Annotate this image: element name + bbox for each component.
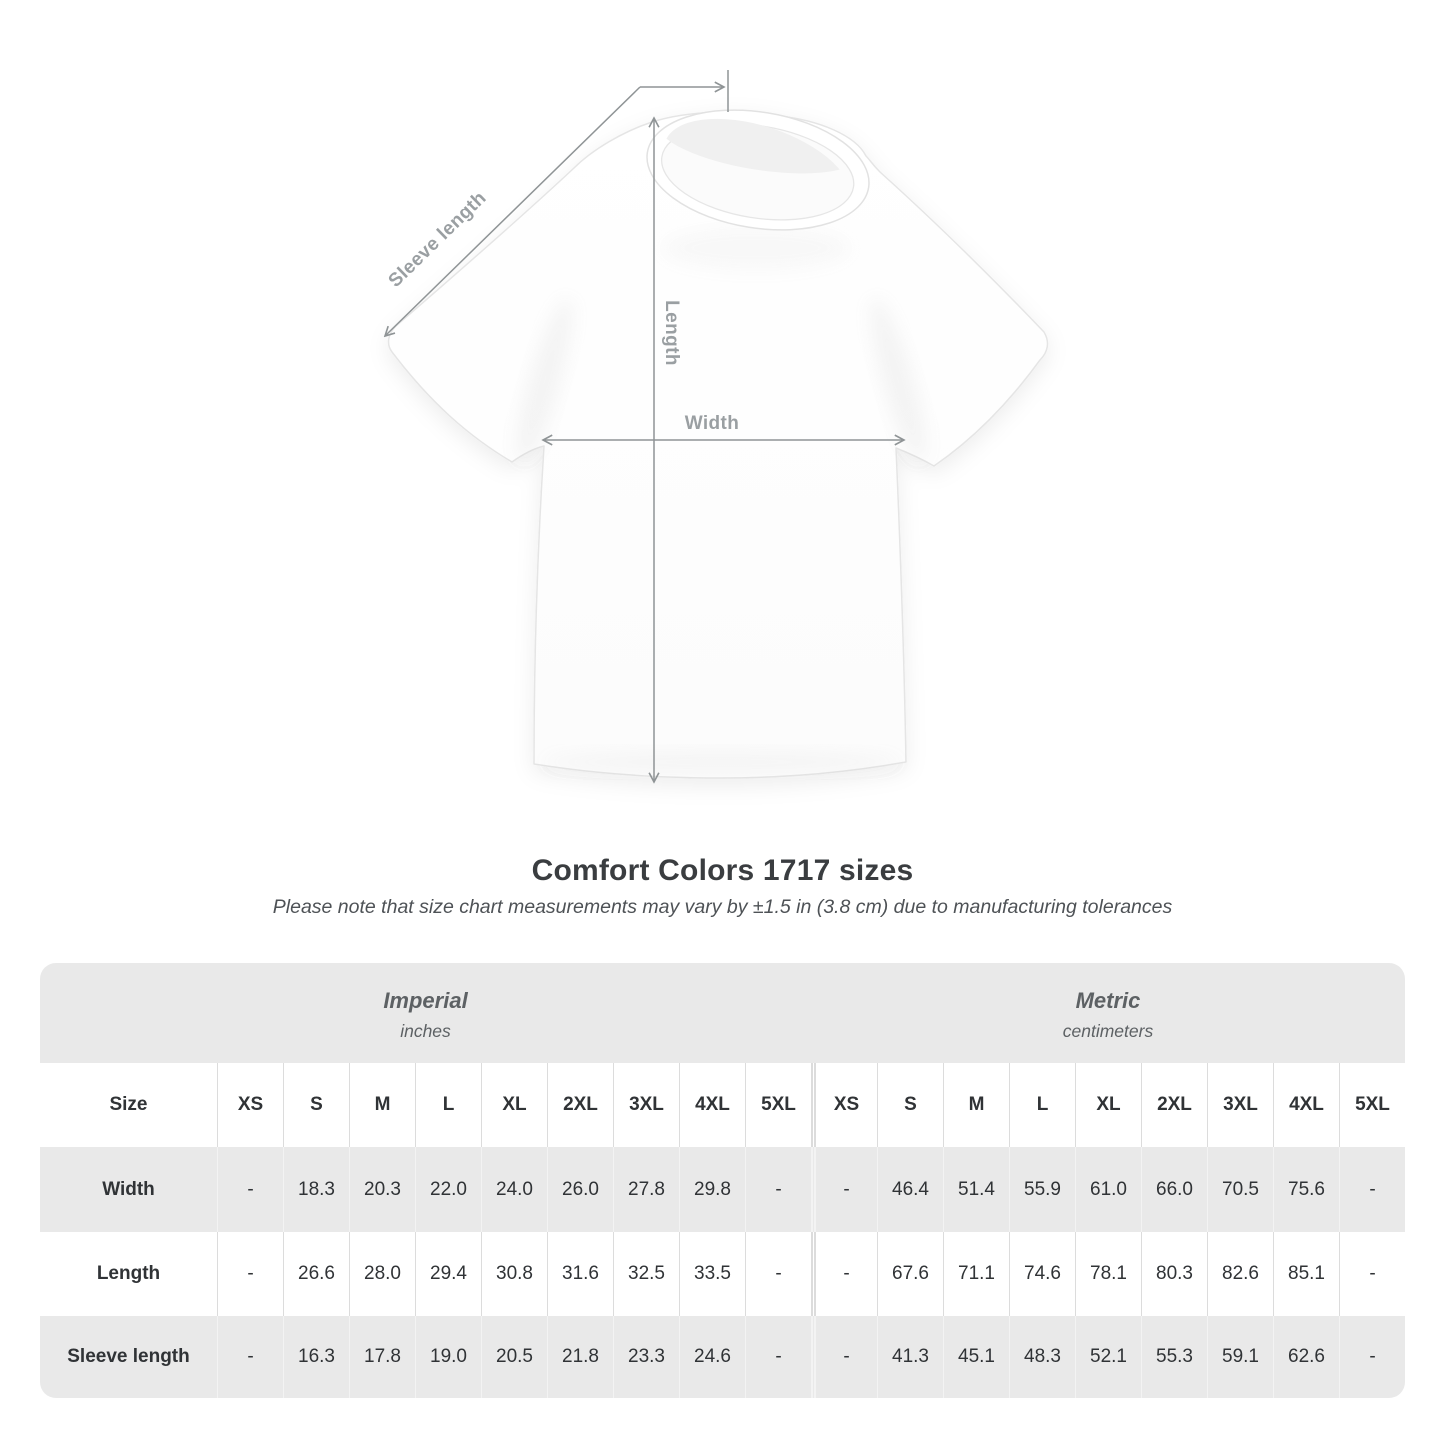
value-cell: 19.0 xyxy=(415,1316,481,1398)
value-cell: 30.8 xyxy=(481,1232,547,1316)
value-cell: 20.5 xyxy=(481,1316,547,1398)
value-cell: 45.1 xyxy=(943,1316,1009,1398)
value-cell: 51.4 xyxy=(943,1147,1009,1232)
value-cell: 66.0 xyxy=(1141,1147,1207,1232)
size-cell: XS xyxy=(217,1063,283,1147)
size-cell: M xyxy=(349,1063,415,1147)
size-cell: XL xyxy=(1075,1063,1141,1147)
size-cell: 4XL xyxy=(1273,1063,1339,1147)
value-cell: 82.6 xyxy=(1207,1232,1273,1316)
value-cell: 21.8 xyxy=(547,1316,613,1398)
page-subtitle: Please note that size chart measurements may vary by ±1.5 in (3.8 cm) due to manufacturing tolerances xyxy=(272,896,1173,918)
value-cell: - xyxy=(745,1232,811,1316)
size-header-row xyxy=(40,1063,1405,1147)
value-cell: 46.4 xyxy=(877,1147,943,1232)
size-cell: 5XL xyxy=(1339,1063,1405,1147)
value-cell: 48.3 xyxy=(1009,1316,1075,1398)
value-cell: 31.6 xyxy=(547,1232,613,1316)
width-label: Width xyxy=(684,413,740,434)
value-cell: 33.5 xyxy=(679,1232,745,1316)
metric-group-header: Metric xyxy=(1075,988,1141,1013)
value-cell: - xyxy=(217,1147,283,1232)
sleeve-length-row xyxy=(40,1316,1405,1398)
value-cell: - xyxy=(1339,1147,1405,1232)
size-cell: M xyxy=(943,1063,1009,1147)
value-cell: 61.0 xyxy=(1075,1147,1141,1232)
row-label: Width xyxy=(102,1178,155,1200)
value-cell: - xyxy=(811,1316,877,1398)
value-cell: - xyxy=(745,1147,811,1232)
length-label: Length xyxy=(661,300,682,366)
imperial-group xyxy=(40,963,811,1063)
size-cell: S xyxy=(877,1063,943,1147)
size-cell: 2XL xyxy=(547,1063,613,1147)
metric-group-unit: centimeters xyxy=(1062,1021,1154,1041)
size-cell: 2XL xyxy=(1141,1063,1207,1147)
value-cell: 24.6 xyxy=(679,1316,745,1398)
size-table xyxy=(40,963,1405,1398)
value-cell: 78.1 xyxy=(1075,1232,1141,1316)
row-label: Sleeve length xyxy=(67,1346,190,1367)
length-row xyxy=(40,1232,1405,1316)
value-cell: 29.8 xyxy=(679,1147,745,1232)
value-cell: 70.5 xyxy=(1207,1147,1273,1232)
value-cell: 85.1 xyxy=(1273,1232,1339,1316)
width-row xyxy=(40,1147,1405,1232)
value-cell: 52.1 xyxy=(1075,1316,1141,1398)
value-cell: 26.0 xyxy=(547,1147,613,1232)
size-cell: 3XL xyxy=(1207,1063,1273,1147)
value-cell: - xyxy=(1339,1316,1405,1398)
value-cell: 28.0 xyxy=(349,1232,415,1316)
metric-group xyxy=(811,963,1405,1063)
value-cell: 41.3 xyxy=(877,1316,943,1398)
value-cell: - xyxy=(217,1232,283,1316)
size-cell: 4XL xyxy=(679,1063,745,1147)
sleeve-length-label: Sleeve length xyxy=(384,187,491,292)
value-cell: 62.6 xyxy=(1273,1316,1339,1398)
value-cell: 22.0 xyxy=(415,1147,481,1232)
value-cell: - xyxy=(745,1316,811,1398)
size-cell: S xyxy=(283,1063,349,1147)
value-cell: 26.6 xyxy=(283,1232,349,1316)
page-title: Comfort Colors 1717 sizes xyxy=(531,854,914,887)
row-label: Length xyxy=(96,1263,161,1284)
unit-group-band xyxy=(40,963,1405,1063)
value-cell: 80.3 xyxy=(1141,1232,1207,1316)
value-cell: - xyxy=(1339,1232,1405,1316)
value-cell: 18.3 xyxy=(283,1147,349,1232)
value-cell: 27.8 xyxy=(613,1147,679,1232)
value-cell: 17.8 xyxy=(349,1316,415,1398)
value-cell: - xyxy=(811,1232,877,1316)
value-cell: 67.6 xyxy=(877,1232,943,1316)
value-cell: 24.0 xyxy=(481,1147,547,1232)
value-cell: 32.5 xyxy=(613,1232,679,1316)
value-cell: 59.1 xyxy=(1207,1316,1273,1398)
value-cell: - xyxy=(217,1316,283,1398)
value-cell: 55.3 xyxy=(1141,1316,1207,1398)
imperial-group-unit: inches xyxy=(400,1021,451,1041)
value-cell: 16.3 xyxy=(283,1316,349,1398)
imperial-group-header: Imperial xyxy=(383,988,468,1013)
size-cell: XS xyxy=(811,1063,877,1147)
size-cell: L xyxy=(1009,1063,1075,1147)
size-cell: L xyxy=(415,1063,481,1147)
value-cell: 23.3 xyxy=(613,1316,679,1398)
value-cell: 55.9 xyxy=(1009,1147,1075,1232)
value-cell: 74.6 xyxy=(1009,1232,1075,1316)
value-cell: 20.3 xyxy=(349,1147,415,1232)
value-cell: 29.4 xyxy=(415,1232,481,1316)
value-cell: - xyxy=(811,1147,877,1232)
size-cell: 5XL xyxy=(745,1063,811,1147)
size-cell: 3XL xyxy=(613,1063,679,1147)
size-column-header: Size xyxy=(109,1094,148,1115)
value-cell: 75.6 xyxy=(1273,1147,1339,1232)
value-cell: 71.1 xyxy=(943,1232,1009,1316)
tshirt-shape xyxy=(389,94,1048,778)
size-cell: XL xyxy=(481,1063,547,1147)
